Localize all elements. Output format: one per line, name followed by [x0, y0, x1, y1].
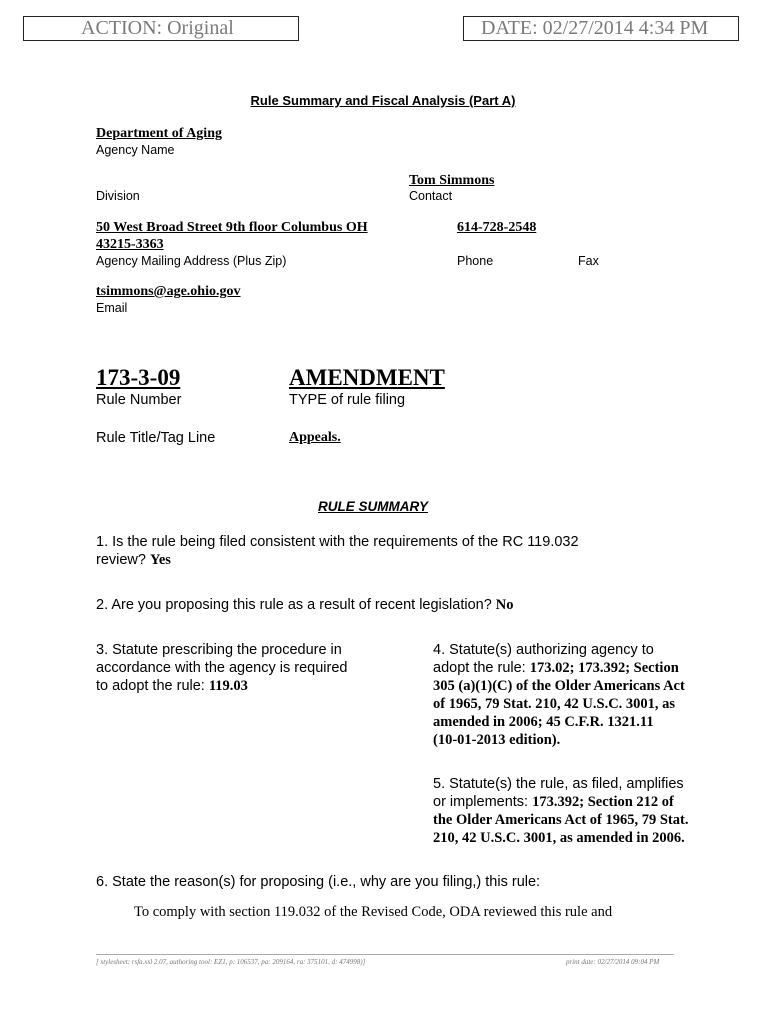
- address-label: Agency Mailing Address (Plus Zip): [96, 254, 287, 268]
- footer-stylesheet-info: [ stylesheet: rsfa.xsl 2.07, authoring tool: EZ1, p: 106537, pa: 209164, ra: 375101, d: 474998)]: [96, 958, 366, 966]
- division-label: Division: [96, 189, 140, 203]
- question-4-line-2: [433, 659, 743, 677]
- question-1: [96, 533, 656, 569]
- rule-type-label: TYPE of rule filing: [289, 392, 406, 408]
- question-5-line-2: [433, 793, 743, 811]
- action-box: [23, 16, 299, 41]
- email-label: Email: [96, 301, 128, 315]
- footer-print-date: print date: 02/27/2014 09:04 PM: [566, 958, 660, 966]
- question-4-answer-line-6: (10-01-2013 edition).: [433, 732, 561, 748]
- question-6: 6. State the reason(s) for proposing (i.e., why are you filing,) this rule:: [96, 874, 541, 890]
- phone-value: 614-728-2548: [457, 220, 537, 235]
- question-3-line-3: [96, 677, 396, 695]
- contact-label: Contact: [409, 189, 453, 203]
- address-line-2: 43215-3363: [96, 237, 164, 252]
- action-text: ACTION: Original: [81, 17, 234, 39]
- question-5-answer-line-4: 210, 42 U.S.C. 3001, as amended in 2006.: [433, 830, 685, 846]
- contact-value: Tom Simmons: [409, 173, 495, 188]
- question-5-answer-line-3: the Older Americans Act of 1965, 79 Stat.: [433, 812, 689, 828]
- document-title: Rule Summary and Fiscal Analysis (Part A): [250, 93, 516, 108]
- phone-label: Phone: [457, 254, 494, 268]
- agency-name-value: Department of Aging: [96, 126, 222, 141]
- question-3-text: to adopt the rule:: [96, 678, 205, 694]
- question-5-answer-line-2: 173.392; Section 212 of: [532, 794, 674, 810]
- email-value: tsimmons@age.ohio.gov: [96, 284, 241, 299]
- question-3-answer: 119.03: [208, 678, 248, 694]
- question-5-line-1: 5. Statute(s) the rule, as filed, amplifies: [433, 776, 684, 792]
- address-line-1: 50 West Broad Street 9th floor Columbus OH: [96, 220, 368, 235]
- question-4-text: adopt the rule:: [433, 660, 526, 676]
- question-1-line-2: [96, 551, 656, 569]
- question-3: [96, 641, 396, 695]
- question-1-answer: Yes: [150, 552, 171, 568]
- rule-number-value: 173-3-09: [96, 365, 181, 390]
- question-1-line-1: 1. Is the rule being filed consistent with the requirements of the RC 119.032: [96, 534, 579, 550]
- question-3-line-1: 3. Statute prescribing the procedure in: [96, 642, 342, 658]
- question-4-answer-line-5: amended in 2006; 45 C.F.R. 1321.11: [433, 714, 654, 730]
- question-3-line-2: accordance with the agency is required: [96, 660, 348, 676]
- fax-label: Fax: [578, 254, 599, 268]
- question-2: [96, 596, 656, 614]
- question-2-answer: No: [495, 597, 514, 613]
- question-4-answer-line-3: 305 (a)(1)(C) of the Older Americans Act: [433, 678, 685, 694]
- rule-title-value: Appeals.: [289, 430, 341, 445]
- question-6-answer: To comply with section 119.032 of the Revised Code, ODA reviewed this rule and: [134, 904, 613, 920]
- question-4-answer-line-4: of 1965, 79 Stat. 210, 42 U.S.C. 3001, as: [433, 696, 676, 712]
- question-4: [433, 641, 743, 749]
- question-1-text: review?: [96, 552, 146, 568]
- agency-name-label: Agency Name: [96, 143, 175, 157]
- question-5: [433, 775, 743, 847]
- question-4-line-1: 4. Statute(s) authorizing agency to: [433, 642, 654, 658]
- date-box: [463, 16, 739, 41]
- rule-summary-heading: RULE SUMMARY: [318, 499, 429, 514]
- rule-number-label: Rule Number: [96, 392, 182, 408]
- question-2-text: 2. Are you proposing this rule as a result of recent legislation?: [96, 597, 492, 613]
- question-4-answer-line-2: 173.02; 173.392; Section: [529, 660, 679, 676]
- date-text: DATE: 02/27/2014 4:34 PM: [481, 17, 709, 39]
- footer-divider: [96, 954, 674, 955]
- rule-type-value: AMENDMENT: [289, 365, 445, 390]
- question-5-text: or implements:: [433, 794, 529, 810]
- rule-title-label: Rule Title/Tag Line: [96, 430, 216, 446]
